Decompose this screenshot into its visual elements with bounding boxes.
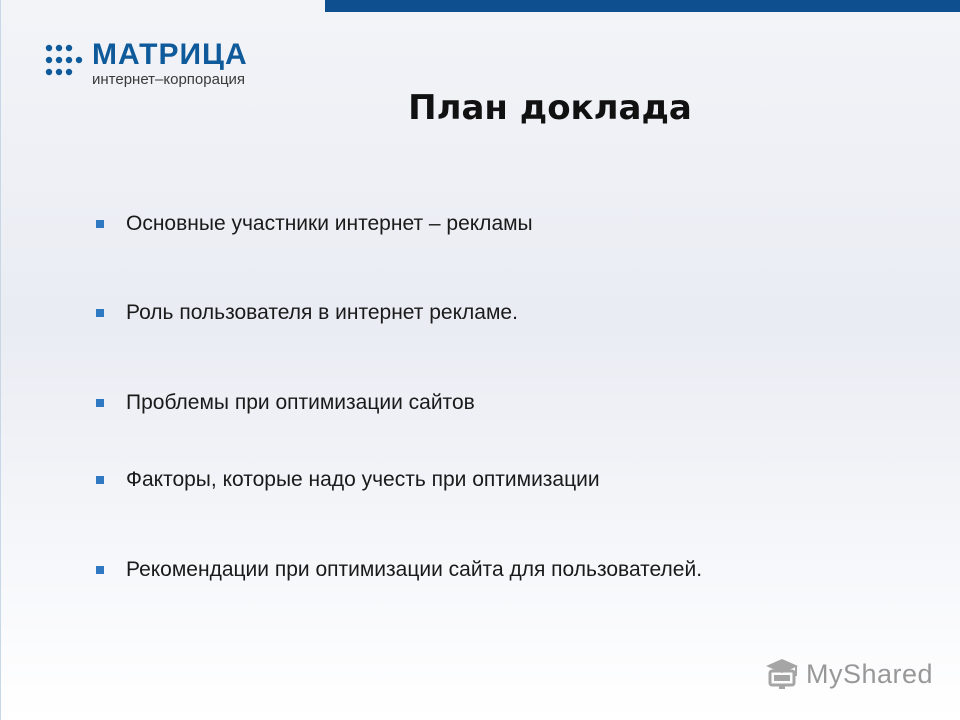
bullet-text: Факторы, которые надо учесть при оптимизации [126,468,600,491]
bullet-item [96,209,533,239]
bullet-list [96,0,916,720]
mortarboard-screen-icon [764,656,800,692]
bullet-text: Основные участники интернет – рекламы [126,212,533,235]
logo-tagline: интернет–корпорация [92,71,246,88]
square-bullet-icon [96,309,104,317]
bullet-text: Рекомендации при оптимизации сайта для пользователей. [126,558,703,581]
myshared-watermark [764,654,933,694]
square-bullet-icon [96,220,104,228]
bullet-item [96,298,518,328]
logo-wordmark: МАТРИЦА [92,38,248,71]
slide-title: План доклада [408,88,692,128]
bullet-item [96,555,702,585]
square-bullet-icon [96,476,104,484]
square-bullet-icon [96,566,104,574]
square-bullet-icon [96,399,104,407]
watermark-text: MyShared [806,658,934,689]
dot-grid-icon [44,43,84,83]
bullet-text: Роль пользователя в интернет рекламе. [126,301,518,324]
bullet-item [96,388,475,418]
bullet-item [96,465,600,495]
bullet-text: Проблемы при оптимизации сайтов [126,391,475,414]
